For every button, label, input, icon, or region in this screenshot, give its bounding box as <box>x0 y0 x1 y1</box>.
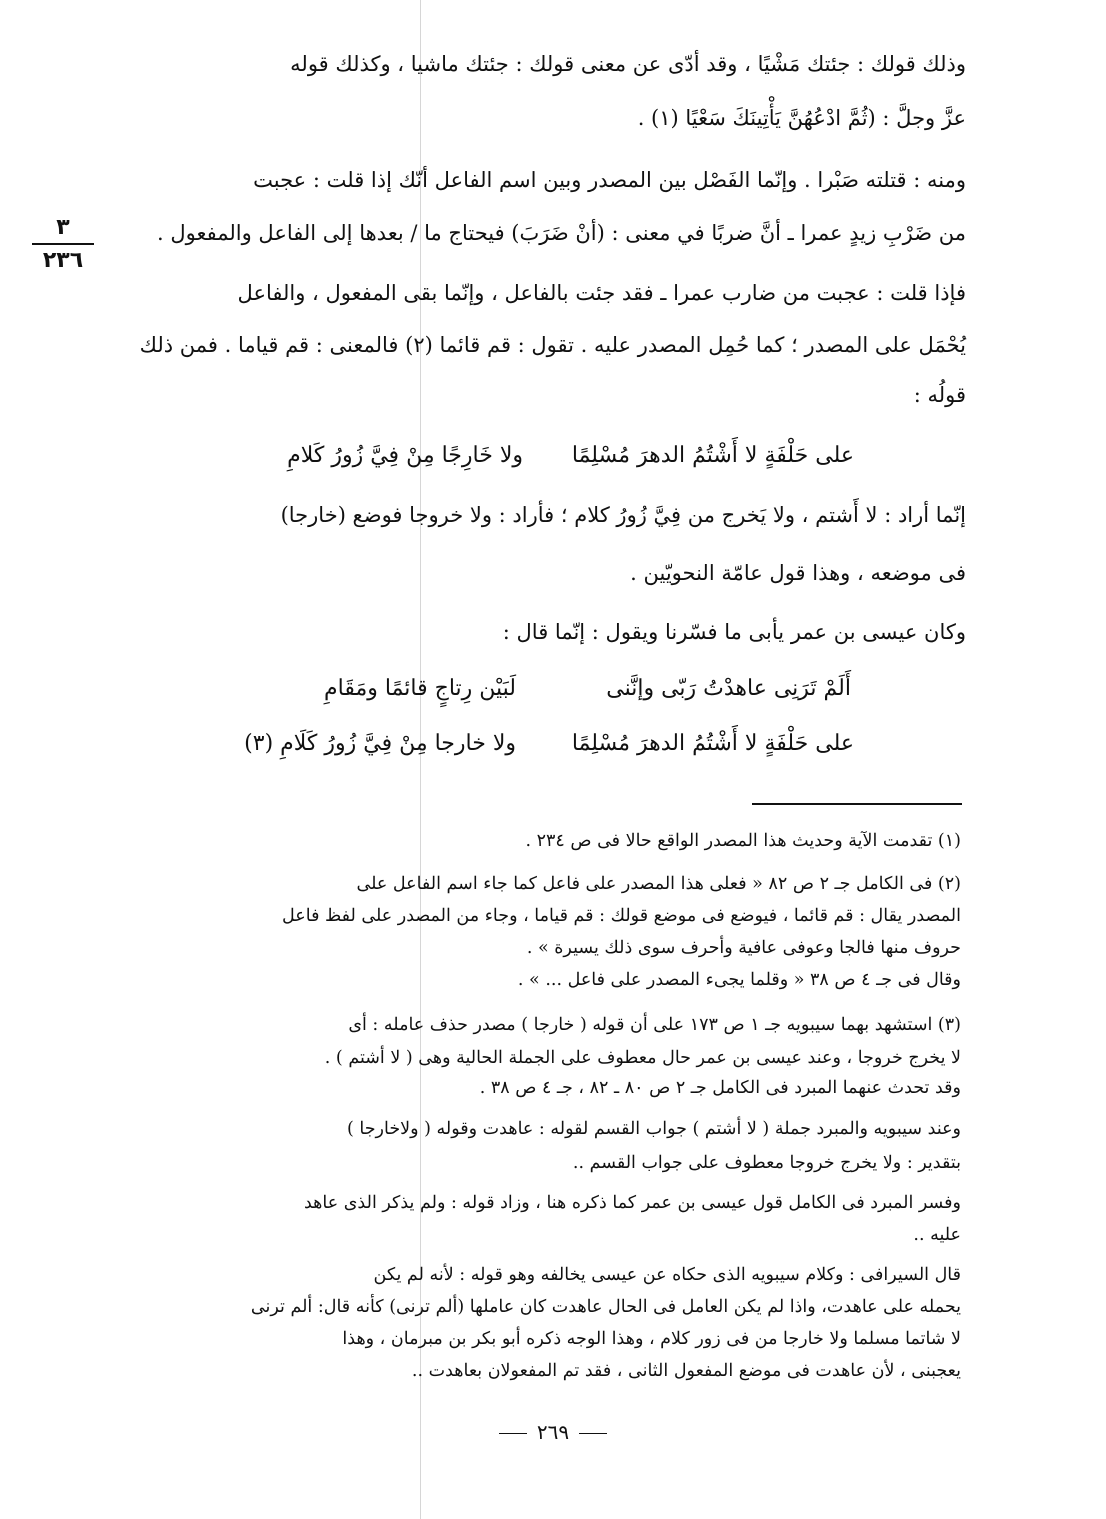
footnote-line-16: يعجبنى ، لأن عاهدت فى موضع المفعول الثانى ، فقد تم المفعولان بعاهدت .. <box>411 1361 961 1381</box>
footnote-line-13: قال السيرافى : وكلام سيبويه الذى حكاه عن عيسى يخالفه وهو قوله : لأنه لم يكن <box>373 1265 961 1285</box>
body-line-7: قولُه : <box>913 383 966 407</box>
body-line-1: وذلك قولك : جئتك مَشْيًا ، وقد أدّى عن معنى قولك : جئتك ماشيا ، وكذلك قوله <box>290 52 966 76</box>
footnote-line-11: وفسر المبرد فى الكامل قول عيسى بن عمر كما ذكره هنا ، وزاد قوله : ولم يذكر الذى عاهد <box>303 1193 961 1213</box>
body-line-5: فإذا قلت : عجبت من ضارب عمرا ـ فقد جئت بالفاعل ، وإنّما بقى المفعول ، والفاعل <box>237 281 966 305</box>
verse-2-line-2-first: على حَلْفَةٍ لا أَشْتُمُ الدهرَ مُسْلِمًا <box>571 731 854 756</box>
footnote-line-5: وقال فى جـ ٤ ص ٣٨ « وقلما يجىء المصدر على فاعل ... » . <box>517 970 961 990</box>
body-line-3: ومنه : قتلته صَبْرا . وإنّما الفَصْل بين المصدر وبين اسم الفاعل أنّك إذا قلت : عجبت <box>253 168 966 192</box>
verse-2-line-2-second: ولا خارجا مِنْ فِيَّ زُورُ كَلَامِ (٣) <box>244 731 516 756</box>
body-line-6: يُحْمَل على المصدر ؛ كما حُمِل المصدر عليه . تقول : قم قائما (٢) فالمعنى : قم قياما . فمن ذلك <box>139 333 966 357</box>
body-line-8: إنّما أراد : لا أَشتم ، ولا يَخرج من فِيَّ زُورُ كلام ؛ فأراد : ولا خروجا فوضع (خارجا) <box>280 503 966 527</box>
body-line-4: من ضَرْبِ زيدٍ عمرا ـ أنَّ ضربًا في معنى : (أنْ ضَرَبَ) فيحتاج ما / بعدها إلى الفاعل والمفعول . <box>157 221 966 245</box>
footnote-line-3: المصدر يقال : قم قائما ، فيوضع فى موضع قولك : قم قياما ، وجاء من المصدر على لفظ فاعل <box>282 906 961 926</box>
footnote-separator <box>752 803 962 805</box>
body-line-10: وكان عيسى بن عمر يأبى ما فسّرنا ويقول : إنّما قال : <box>502 620 966 644</box>
body-line-2: عزَّ وجلَّ : (ثُمَّ ادْعُهُنَّ يَأْتِينَكَ سَعْيًا (١) . <box>637 106 966 130</box>
page-number: ٢٦٩ <box>536 1420 570 1444</box>
verse-2-line-1-first: أَلَمْ تَرَنِى عاهدْتُ رَبّى وإنَّنى <box>606 676 851 701</box>
page-number-dash-right <box>579 1433 607 1435</box>
footnote-line-6: (٣) استشهد بهما سيبويه جـ ١ ص ١٧٣ على أن قوله ( خارجا ) مصدر حذف عامله : أى <box>348 1015 961 1035</box>
footnote-line-2: (٢) فى الكامل جـ ٢ ص ٨٢ « فعلى هذا المصدر على فاعل كما جاء اسم الفاعل على <box>356 874 961 894</box>
footnote-line-8: وقد تحدث عنهما المبرد فى الكامل جـ ٢ ص ٨٠ ـ ٨٢ ، جـ ٤ ص ٣٨ . <box>479 1078 961 1098</box>
footnote-line-1: (١) تقدمت الآية وحديث هذا المصدر الواقع حالا فى ص ٢٣٤ . <box>525 831 961 851</box>
footnote-line-10: بتقدير : ولا يخرج خروجا معطوف على جواب القسم .. <box>572 1153 961 1173</box>
footnote-line-14: يحمله على عاهدت، واذا لم يكن العامل فى الحال عاهدت كان عاملها (ألم ترنى) كأنه قال: ألم ترنى <box>250 1297 961 1317</box>
body-line-9: فى موضعه ، وهذا قول عامّة النحويّين . <box>630 561 966 585</box>
page-number-dash-left <box>499 1433 527 1435</box>
margin-ref-volume: ٣ <box>56 215 70 240</box>
footnote-line-12: عليه .. <box>913 1225 961 1245</box>
page-number-block <box>0 1420 1106 1444</box>
footnote-line-9: وعند سيبويه والمبرد جملة ( لا أشتم ) جواب القسم لقوله : عاهدت وقوله ( ولاخارجا ) <box>347 1119 961 1139</box>
verse-1-first-hemistich: على حَلْفَةٍ لا أَشْتُمُ الدهرَ مُسْلِمًا <box>571 443 854 468</box>
footnote-line-4: حروف منها فالجا وعوفى عافية وأحرف سوى ذلك يسيرة » . <box>526 938 961 958</box>
footnote-line-15: لا شاتما مسلما ولا خارجا من فى زور كلام ، وهذا الوجه ذكره أبو بكر بن مبرمان ، وهذا <box>342 1329 961 1349</box>
verse-1-second-hemistich: ولا خَارِجًا مِنْ فِيَّ زُورُ كَلامِ <box>287 443 523 468</box>
footnote-line-7: لا يخرج خروجا ، وعند عيسى بن عمر حال معطوف على الجملة الحالية وهى ( لا أشتم ) . <box>324 1048 961 1068</box>
margin-ref-page: ٢٣٦ <box>42 248 84 273</box>
margin-page-reference <box>32 216 94 273</box>
margin-ref-divider <box>32 243 94 245</box>
verse-2-line-1-second: لَبَيْن رِتاجٍ قائمًا ومَقَامِ <box>324 676 516 701</box>
